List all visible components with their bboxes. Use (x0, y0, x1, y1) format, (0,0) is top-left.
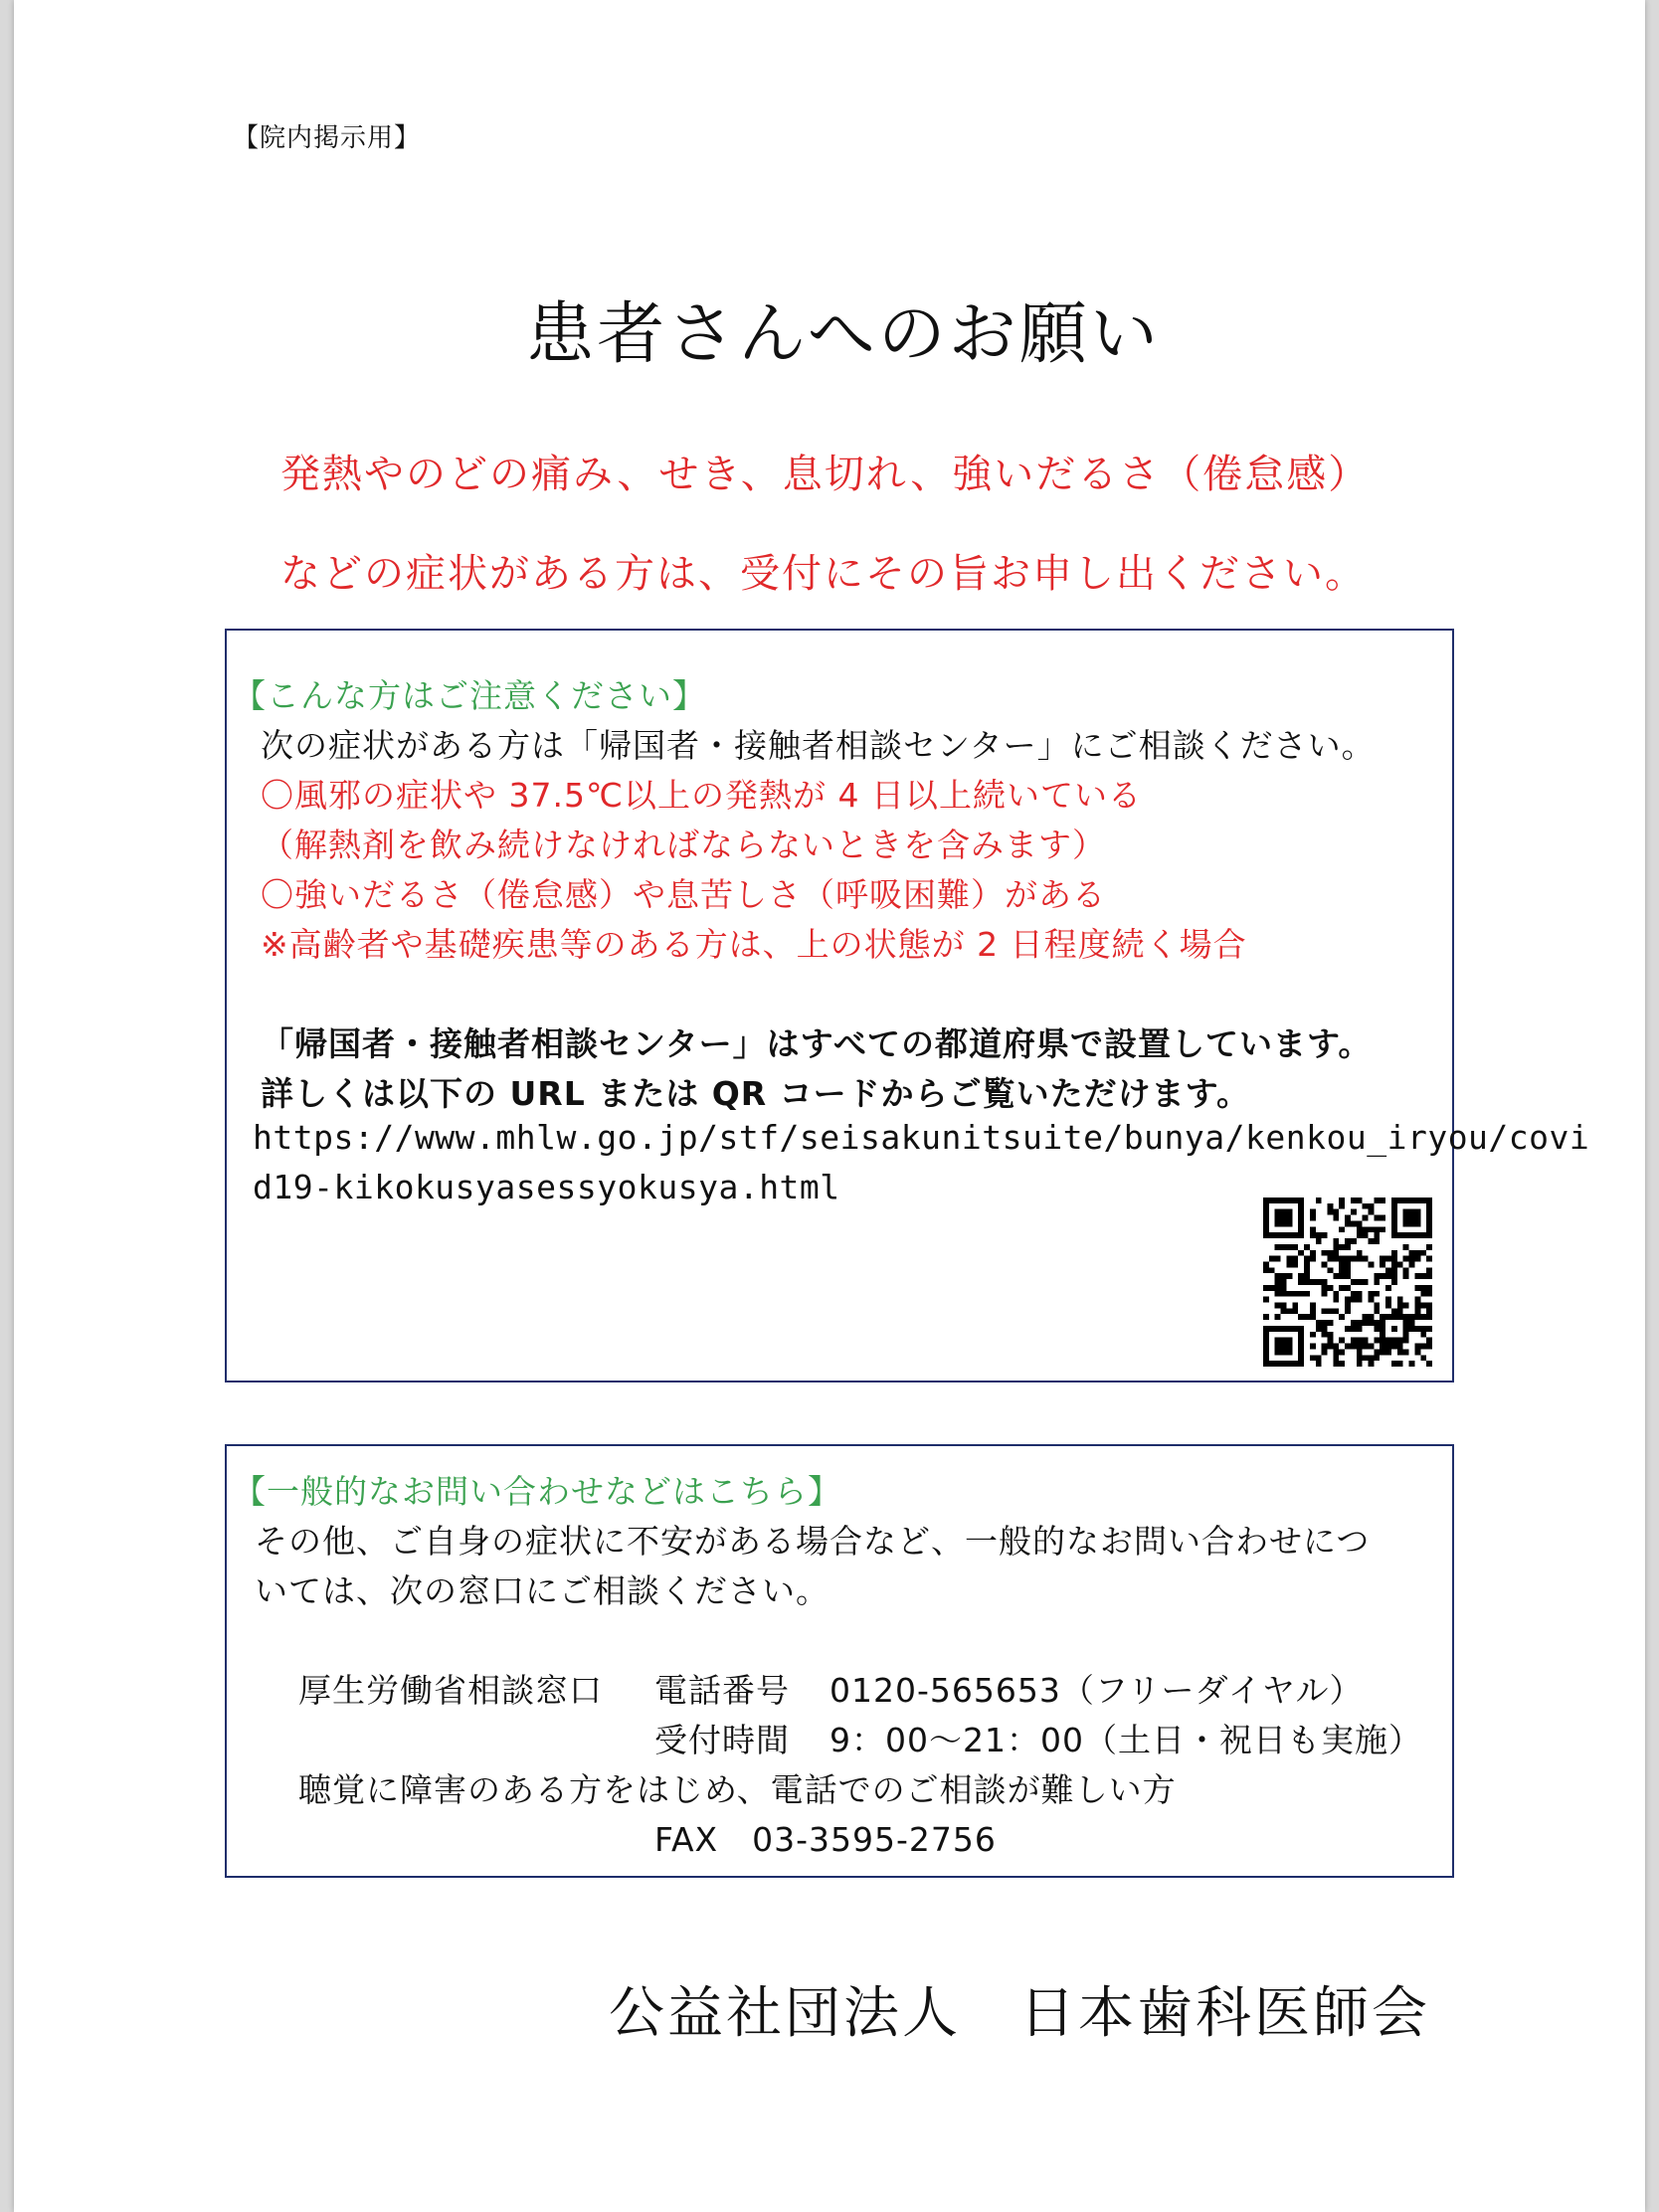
page-title: 患者さんへのお願い (526, 295, 1161, 374)
office-name: 厚生労働省相談窓口 (298, 1671, 603, 1710)
phone-number: 0120-565653（フリーダイヤル） (830, 1671, 1364, 1710)
warning-line-2: などの症状がある方は、受付にその旨お申し出ください。 (280, 551, 1367, 597)
posting-label: 【院内掲示用】 (233, 123, 422, 153)
warning-line-1: 発熱やのどの痛み、せき、息切れ、強いだるさ（倦怠感） (280, 452, 1371, 497)
general-inquiry-box (225, 1444, 1454, 1878)
symptom-item-3: ※高齢者や基礎疾患等のある方は、上の状態が 2 日程度続く場合 (261, 925, 1247, 964)
attention-box (225, 629, 1590, 1382)
phone-label: 電話番号 (654, 1671, 790, 1710)
fax-number: FAX 03-3595-2756 (654, 1820, 997, 1859)
attention-intro: 次の症状がある方は「帰国者・接触者相談センター」にご相談ください。 (261, 726, 1376, 765)
center-info-2: 詳しくは以下の URL または QR コードからご覧いただけます。 (261, 1074, 1251, 1113)
hours-value: 9：00～21：00（土日・祝日も実施） (830, 1721, 1422, 1759)
center-info-1: 「帰国者・接触者相談センター」はすべての都道府県で設置しています。 (261, 1024, 1373, 1063)
organization-name: 公益社団法人 日本歯科医師会 (609, 1981, 1430, 2046)
general-heading: 【一般的なお問い合わせなどはこちら】 (233, 1472, 841, 1511)
url-line-2[interactable]: d19-kikokusyasessyokusya.html (253, 1168, 840, 1206)
hearing-impaired-note: 聴覚に障害のある方をはじめ、電話でのご相談が難しい方 (298, 1770, 1177, 1809)
symptom-item-1: 〇風邪の症状や 37.5℃以上の発熱が 4 日以上続いている (261, 776, 1143, 815)
symptom-item-1-note: （解熱剤を飲み続けなければならないときを含みます） (261, 826, 1106, 864)
attention-heading: 【こんな方はご注意ください】 (233, 676, 706, 715)
url-line-1[interactable]: https://www.mhlw.go.jp/stf/seisakunitsuite/bunya/kenkou_iryou/covi (253, 1118, 1590, 1157)
general-intro-1: その他、ご自身の症状に不安がある場合など、一般的なお問い合わせにつ (255, 1522, 1371, 1561)
hours-label: 受付時間 (654, 1721, 790, 1759)
symptom-item-2: 〇強いだるさ（倦怠感）や息苦しさ（呼吸困難）がある (261, 875, 1106, 914)
qr-code-icon[interactable] (1263, 1198, 1432, 1367)
general-intro-2: いては、次の窓口にご相談ください。 (255, 1571, 830, 1610)
